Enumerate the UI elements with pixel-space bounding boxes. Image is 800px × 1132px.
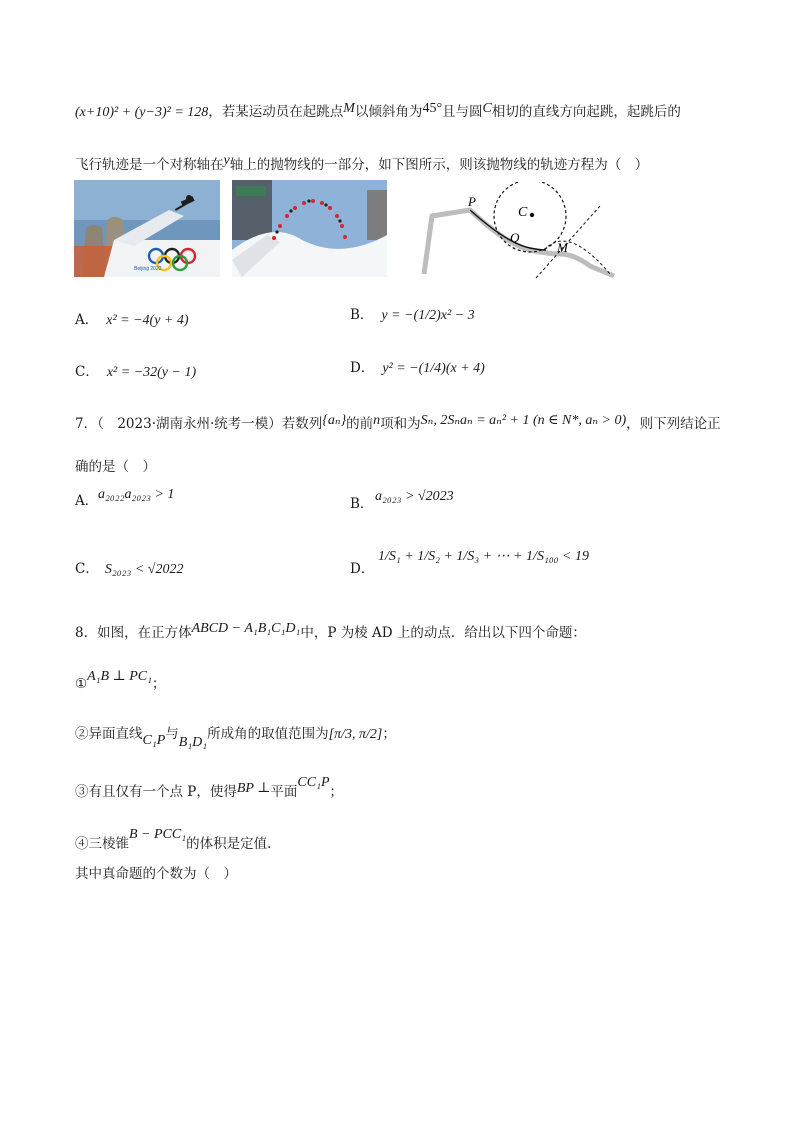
q7-text: 的前	[346, 416, 374, 432]
option-label: B．	[350, 496, 374, 512]
label-c: C	[518, 205, 528, 220]
q7-stem-line-2	[75, 458, 156, 476]
label-q: Q	[510, 230, 520, 245]
q6-option-d[interactable]	[350, 359, 485, 378]
proposition-marker: ③	[75, 784, 89, 800]
option-formula: y² = −(1/4)(x + 4)	[382, 361, 485, 376]
q7-option-d[interactable]	[350, 560, 374, 578]
ski-jump-photo-1	[74, 180, 220, 277]
q7-text: ，则下列结论正	[626, 416, 721, 432]
sequence-condition: Sₙ, 2Sₙaₙ = aₙ² + 1 (n ∈ N*, aₙ > 0)	[420, 413, 627, 428]
punctuation: ；	[382, 726, 396, 742]
q8-text: 异面直线	[88, 726, 143, 742]
q7-option-c[interactable]	[75, 560, 183, 579]
q8-proposition-2	[75, 725, 396, 752]
q8-text: 有且仅有一个点 P，使得	[88, 784, 237, 800]
q6-text: 轴上的抛物线的一部分，如下图所示，则该抛物线的轨迹方程为（ ）	[229, 157, 649, 173]
option-label: D．	[350, 360, 375, 376]
q7-text: （ 2023·湖南永州·统考一模）若数列	[97, 416, 323, 432]
option-formula: a₂₀₂₂a₂₀₂₃ > 1	[98, 487, 175, 502]
option-formula: x² = −32(y − 1)	[106, 365, 197, 380]
plane-notation: CC₁P	[297, 775, 330, 790]
option-label: A．	[75, 312, 99, 328]
q8-text: 的体积是定值．	[186, 836, 281, 852]
cube-notation: ABCD − A₁B₁C₁D₁	[191, 621, 301, 636]
n-symbol: n	[373, 413, 381, 428]
q8-stem	[75, 620, 586, 642]
q8-text: 其中真命题的个数为（ ）	[75, 866, 237, 882]
q7-text: 确的是（ ）	[75, 459, 156, 475]
q8-text: 如图，在正方体	[97, 625, 192, 641]
q7-text: 项和为	[380, 416, 421, 432]
question-number: 7．	[75, 416, 98, 432]
line-c1p: C₁P	[142, 733, 166, 748]
q8-text: 中，P 为棱 AD 上的动点．给出以下四个命题：	[300, 625, 586, 641]
circle-c-label: C	[482, 101, 492, 116]
option-formula: y = −(1/2)x² − 3	[381, 308, 475, 323]
q6-line-2	[75, 152, 648, 174]
option-label: B．	[350, 307, 374, 323]
label-p: P	[468, 194, 476, 209]
q8-proposition-4	[75, 826, 281, 853]
proposition-marker: ④	[75, 836, 89, 852]
option-formula: S₂₀₂₃ < √2022	[104, 562, 184, 577]
y-axis-label: y	[223, 153, 230, 168]
q7-option-d-formula[interactable]	[378, 547, 589, 566]
q6-line-1	[75, 100, 681, 122]
proposition-marker: ①	[75, 676, 88, 692]
q7-option-b[interactable]	[350, 495, 373, 513]
q6-option-c[interactable]	[75, 363, 196, 382]
ski-jump-photo-2	[232, 180, 387, 277]
pyramid-notation: B − PCC₁	[129, 827, 187, 842]
question-number: 8．	[75, 625, 98, 641]
q8-text: 三棱锥	[88, 836, 129, 852]
line-b1d1: B₁D₁	[178, 735, 208, 750]
option-label: A．	[75, 493, 99, 509]
q8-proposition-1	[75, 668, 166, 693]
q6-text: 且与圆	[442, 104, 483, 120]
q6-option-a[interactable]	[75, 311, 189, 330]
point-m-label: M	[343, 101, 355, 116]
angle-range: [π/3, π/2]	[328, 727, 383, 742]
proposition-formula: A₁B ⊥ PC₁	[87, 669, 153, 684]
q7-option-b-formula[interactable]	[375, 487, 454, 506]
slope-circle-diagram	[418, 182, 618, 282]
sequence-notation: {aₙ}	[322, 413, 347, 428]
q6-text: 以倾斜角为	[354, 104, 423, 120]
q8-proposition-3	[75, 774, 343, 801]
q6-text: ，若某运动员在起跳点	[208, 104, 344, 120]
q8-text: 平面	[270, 784, 298, 800]
q7-stem-line-1	[75, 412, 721, 433]
circle-equation: (x+10)² + (y−3)² = 128	[75, 105, 209, 120]
option-formula: 1/S₁ + 1/S₂ + 1/S₃ + ⋯ + 1/S₁₀₀ < 19	[378, 549, 589, 564]
punctuation: ；	[329, 784, 344, 800]
perpendicular-formula: BP ⊥	[236, 781, 271, 796]
q8-text: 与	[165, 726, 179, 742]
beijing-2022-sign: Beijing 2022	[134, 266, 162, 272]
punctuation: ；	[152, 676, 166, 692]
option-formula: a₂₀₂₃ > √2023	[375, 489, 454, 504]
label-m: M	[557, 240, 568, 255]
option-label: C．	[75, 561, 99, 577]
option-label: C．	[75, 364, 99, 380]
q6-option-b[interactable]	[350, 306, 475, 325]
option-formula: x² = −4(y + 4)	[106, 313, 189, 328]
proposition-marker: ②	[75, 726, 89, 742]
angle-label: 45°	[422, 101, 443, 116]
q6-text: 飞行轨迹是一个对称轴在	[75, 157, 224, 173]
q8-text: 所成角的取值范围为	[207, 726, 329, 742]
q7-option-a[interactable]	[75, 492, 98, 510]
option-label: D．	[350, 561, 375, 577]
q8-final-question	[75, 865, 237, 883]
q6-text: 相切的直线方向起跳，起跳后的	[491, 104, 681, 120]
q7-option-a-formula[interactable]	[98, 485, 174, 504]
